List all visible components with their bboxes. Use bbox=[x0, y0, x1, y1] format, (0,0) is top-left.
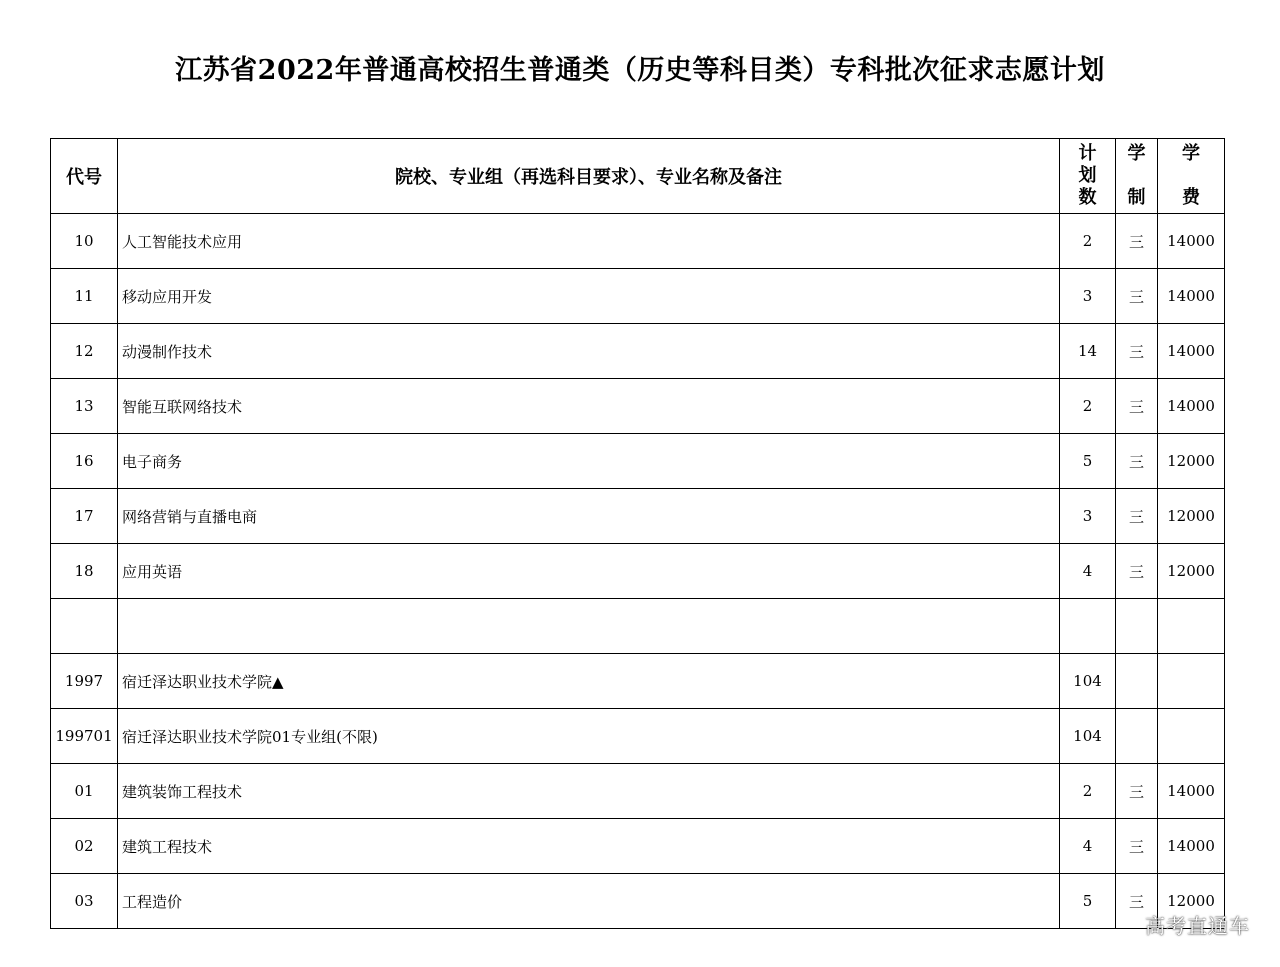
table-row-empty bbox=[51, 599, 1225, 654]
table-row bbox=[51, 214, 1225, 269]
cell-length: 三 bbox=[1116, 324, 1158, 379]
cell-plan: 2 bbox=[1060, 379, 1116, 434]
cell-fee: 14000 bbox=[1158, 324, 1225, 379]
cell-code bbox=[51, 599, 118, 654]
header-fee-char-2: 费 bbox=[1182, 187, 1200, 208]
cell-name bbox=[118, 599, 1060, 654]
cell-plan: 14 bbox=[1060, 324, 1116, 379]
cell-plan: 4 bbox=[1060, 819, 1116, 874]
cell-length bbox=[1116, 654, 1158, 709]
cell-code: 01 bbox=[51, 764, 118, 819]
cell-name: 应用英语 bbox=[118, 544, 1060, 599]
header-code: 代号 bbox=[51, 139, 118, 214]
cell-length: 三 bbox=[1116, 489, 1158, 544]
cell-plan: 3 bbox=[1060, 489, 1116, 544]
table-row-college bbox=[51, 654, 1225, 709]
cell-name: 智能互联网络技术 bbox=[118, 379, 1060, 434]
cell-name: 宿迁泽达职业技术学院▲ bbox=[118, 654, 1060, 709]
cell-plan: 5 bbox=[1060, 874, 1116, 929]
cell-fee: 14000 bbox=[1158, 269, 1225, 324]
cell-code: 17 bbox=[51, 489, 118, 544]
header-row bbox=[51, 139, 1225, 214]
cell-fee: 14000 bbox=[1158, 819, 1225, 874]
watermark: 高考直通车 bbox=[1145, 914, 1250, 938]
cell-code: 18 bbox=[51, 544, 118, 599]
header-fee-char-1: 学 bbox=[1182, 143, 1200, 164]
cell-code: 199701 bbox=[51, 709, 118, 764]
cell-code: 12 bbox=[51, 324, 118, 379]
header-plan-char-1: 计 bbox=[1078, 143, 1097, 164]
cell-code: 02 bbox=[51, 819, 118, 874]
page-title: 江苏省2022年普通高校招生普通类（历史等科目类）专科批次征求志愿计划 bbox=[175, 55, 1105, 86]
cell-length: 三 bbox=[1116, 764, 1158, 819]
header-fee bbox=[1158, 139, 1225, 214]
cell-code: 11 bbox=[51, 269, 118, 324]
header-length bbox=[1116, 139, 1158, 214]
cell-length: 三 bbox=[1116, 214, 1158, 269]
table-row bbox=[51, 269, 1225, 324]
table-row bbox=[51, 819, 1225, 874]
header-plan-char-2: 划 bbox=[1078, 165, 1097, 186]
cell-code: 1997 bbox=[51, 654, 118, 709]
plan-table bbox=[50, 138, 1225, 929]
cell-fee: 12000 bbox=[1158, 489, 1225, 544]
table-row bbox=[51, 324, 1225, 379]
cell-plan: 4 bbox=[1060, 544, 1116, 599]
cell-code: 03 bbox=[51, 874, 118, 929]
cell-plan: 2 bbox=[1060, 214, 1116, 269]
header-plan-char-3: 数 bbox=[1078, 187, 1097, 208]
cell-length: 三 bbox=[1116, 434, 1158, 489]
cell-code: 13 bbox=[51, 379, 118, 434]
cell-length: 三 bbox=[1116, 819, 1158, 874]
cell-fee bbox=[1158, 709, 1225, 764]
cell-plan: 5 bbox=[1060, 434, 1116, 489]
cell-fee: 12000 bbox=[1158, 874, 1225, 929]
header-length-char-2: 制 bbox=[1127, 187, 1146, 208]
cell-name: 宿迁泽达职业技术学院01专业组(不限) bbox=[118, 709, 1060, 764]
cell-fee bbox=[1158, 599, 1225, 654]
cell-length: 三 bbox=[1116, 544, 1158, 599]
cell-name: 人工智能技术应用 bbox=[118, 214, 1060, 269]
table-row bbox=[51, 764, 1225, 819]
cell-plan: 3 bbox=[1060, 269, 1116, 324]
cell-name: 动漫制作技术 bbox=[118, 324, 1060, 379]
cell-fee: 14000 bbox=[1158, 214, 1225, 269]
cell-name: 工程造价 bbox=[118, 874, 1060, 929]
cell-length bbox=[1116, 709, 1158, 764]
header-name: 院校、专业组（再选科目要求）、专业名称及备注 bbox=[118, 139, 1060, 214]
cell-code: 16 bbox=[51, 434, 118, 489]
table-row-group bbox=[51, 709, 1225, 764]
cell-plan: 104 bbox=[1060, 654, 1116, 709]
cell-plan bbox=[1060, 599, 1116, 654]
table-row bbox=[51, 379, 1225, 434]
cell-length bbox=[1116, 599, 1158, 654]
cell-name: 建筑装饰工程技术 bbox=[118, 764, 1060, 819]
cell-name: 建筑工程技术 bbox=[118, 819, 1060, 874]
cell-fee bbox=[1158, 654, 1225, 709]
cell-length: 三 bbox=[1116, 874, 1158, 929]
cell-length: 三 bbox=[1116, 379, 1158, 434]
table-row bbox=[51, 544, 1225, 599]
cell-plan: 104 bbox=[1060, 709, 1116, 764]
header-plan bbox=[1060, 139, 1116, 214]
table-row bbox=[51, 434, 1225, 489]
cell-fee: 12000 bbox=[1158, 544, 1225, 599]
cell-name: 网络营销与直播电商 bbox=[118, 489, 1060, 544]
cell-fee: 12000 bbox=[1158, 434, 1225, 489]
cell-name: 移动应用开发 bbox=[118, 269, 1060, 324]
cell-plan: 2 bbox=[1060, 764, 1116, 819]
table-row bbox=[51, 489, 1225, 544]
cell-fee: 14000 bbox=[1158, 379, 1225, 434]
header-length-char-1: 学 bbox=[1127, 143, 1146, 164]
cell-length: 三 bbox=[1116, 269, 1158, 324]
cell-fee: 14000 bbox=[1158, 764, 1225, 819]
cell-code: 10 bbox=[51, 214, 118, 269]
cell-name: 电子商务 bbox=[118, 434, 1060, 489]
table-row bbox=[51, 874, 1225, 929]
